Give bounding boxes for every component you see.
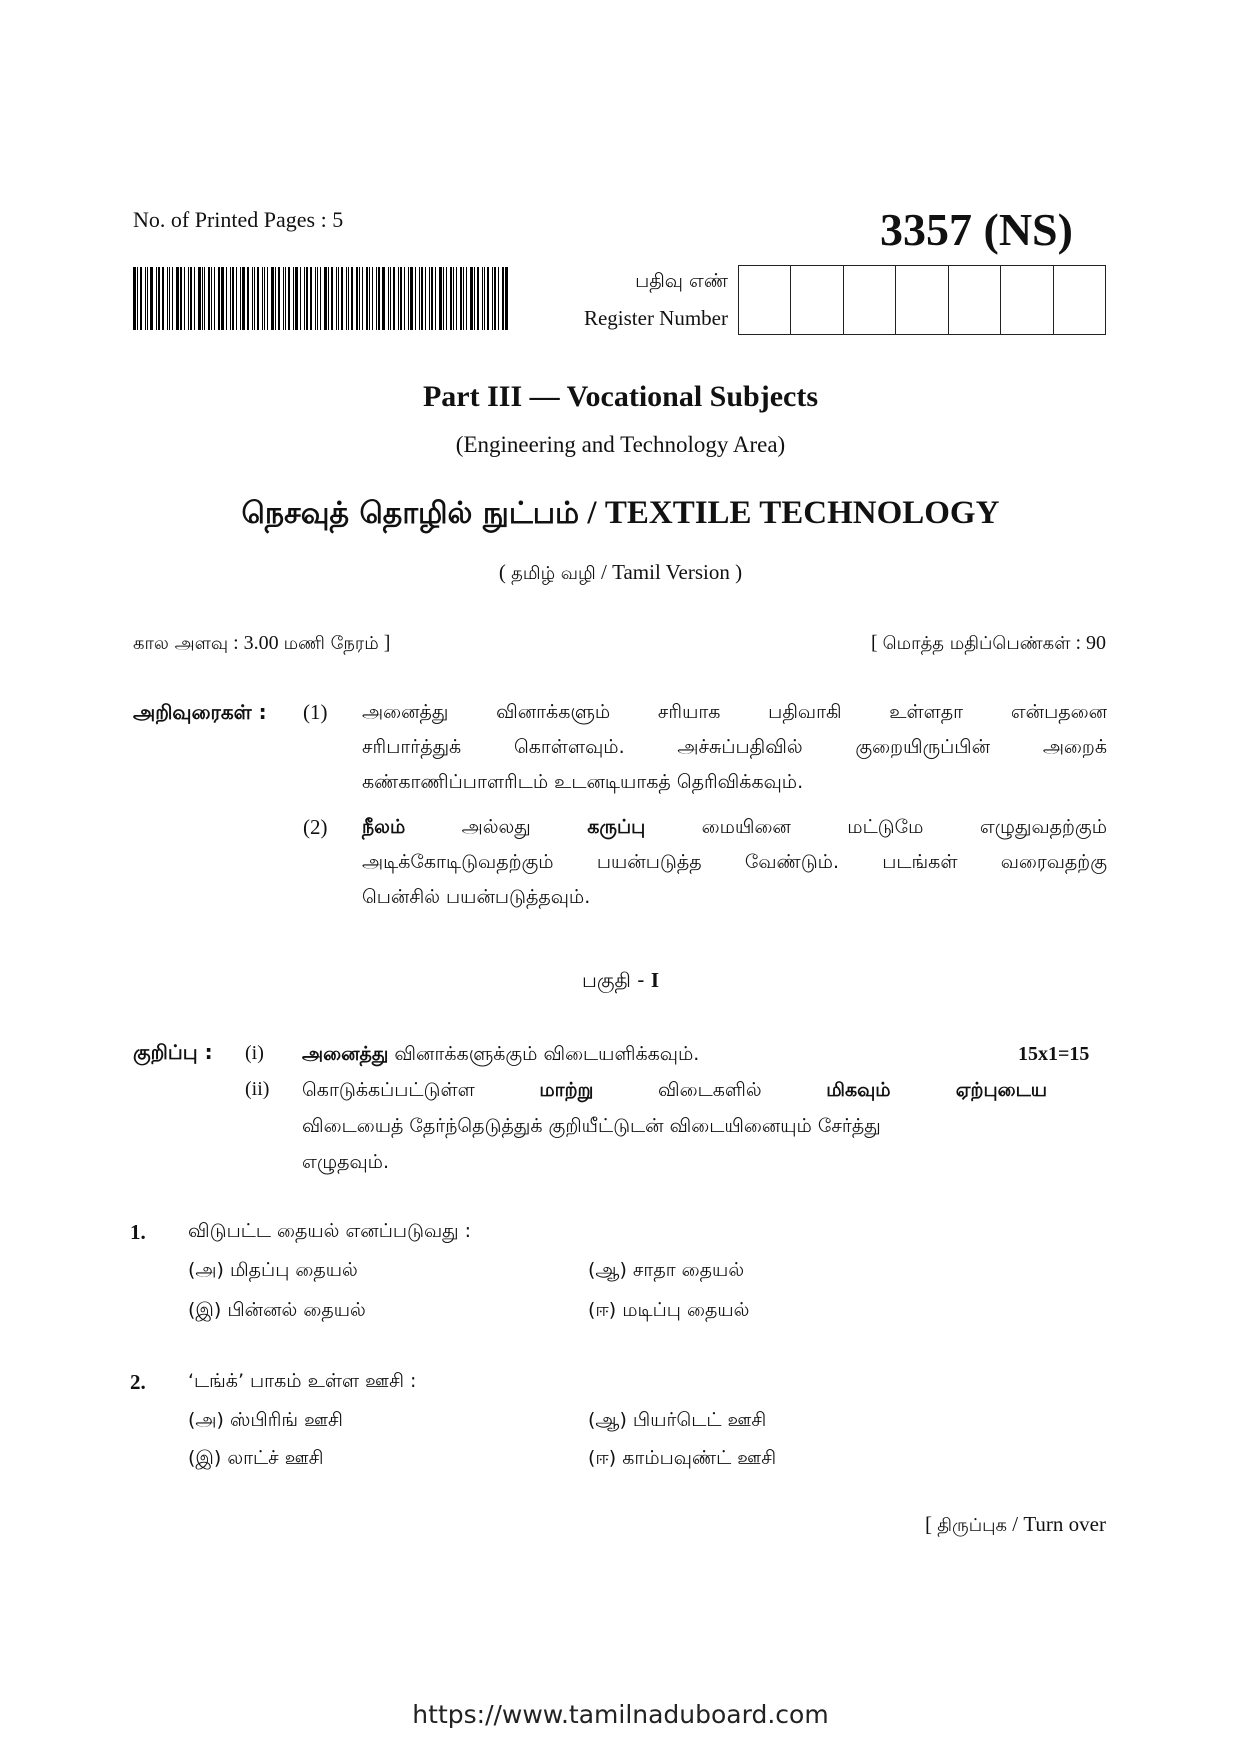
barcode-bar bbox=[505, 267, 508, 330]
turn-over-tamil: திருப்புக bbox=[937, 1515, 1007, 1536]
barcode-bar bbox=[372, 267, 373, 330]
instruction-line bbox=[362, 810, 1107, 845]
barcode-bar bbox=[398, 267, 399, 330]
section-title bbox=[0, 968, 1241, 995]
exam-duration bbox=[133, 632, 390, 656]
barcode-bar bbox=[450, 267, 452, 330]
instruction-line: அடிக்கோடிடுவதற்கும் பயன்படுத்த வேண்டும். படங்கள் வரைவதற்கு bbox=[362, 851, 1107, 873]
barcode-bar bbox=[293, 267, 294, 330]
barcode-bar bbox=[278, 267, 280, 330]
note-number: (ii) bbox=[245, 1078, 270, 1100]
barcode-bar bbox=[295, 267, 298, 330]
barcode-bar bbox=[254, 267, 255, 330]
barcode-bar bbox=[204, 267, 205, 330]
marks-label: மொத்த மதிப்பெண்கள் bbox=[882, 633, 1071, 654]
barcode-bar bbox=[331, 267, 333, 330]
register-digit-box[interactable] bbox=[791, 266, 843, 334]
instruction-line: சரிபார்த்துக் கொள்ளவும். அச்சுப்பதிவில் குறையிருப்பின் அறைக் bbox=[362, 736, 1107, 758]
register-digit-box[interactable] bbox=[1001, 266, 1053, 334]
question-1-option-b: (ஆ) சாதா தையல் bbox=[588, 1259, 745, 1281]
subject-title-tamil: நெசவுத் தொழில் நுட்பம் bbox=[241, 496, 580, 531]
register-digit-box[interactable] bbox=[844, 266, 896, 334]
barcode-bar bbox=[162, 267, 164, 330]
instruction-text: அல்லது bbox=[405, 816, 588, 838]
barcode-bar bbox=[408, 267, 409, 330]
barcode-bar bbox=[230, 267, 231, 330]
instruction-line: பென்சில் பயன்படுத்தவும். bbox=[362, 886, 591, 908]
instruction-number: (1) bbox=[303, 700, 328, 724]
register-digit-box[interactable] bbox=[949, 266, 1001, 334]
question-number: 2. bbox=[130, 1370, 146, 1394]
barcode-bar bbox=[356, 267, 358, 330]
version-english: Tamil Version bbox=[612, 560, 730, 584]
barcode-bar bbox=[133, 267, 136, 330]
barcode-bar bbox=[240, 267, 241, 330]
barcode-bar bbox=[456, 267, 457, 330]
question-2-option-b: (ஆ) பியர்டெட் ஊசி bbox=[588, 1409, 767, 1431]
note-text: கொடுக்கப்பட்டுள்ள bbox=[302, 1079, 540, 1101]
barcode-bar bbox=[288, 267, 290, 330]
section-label: பகுதி - bbox=[581, 968, 651, 992]
barcode-bar bbox=[140, 267, 142, 330]
register-digit-box[interactable] bbox=[1054, 266, 1105, 334]
barcode-bar bbox=[482, 267, 483, 330]
register-label-tamil: பதிவு எண் bbox=[635, 270, 728, 292]
emphasis-blue: நீலம் bbox=[362, 816, 406, 838]
instruction-1 bbox=[362, 695, 1107, 800]
barcode-bar bbox=[460, 267, 462, 330]
section-marks: 15x1=15 bbox=[1018, 1043, 1090, 1065]
instruction-2 bbox=[362, 810, 1107, 915]
note-line: எழுதவும். bbox=[302, 1151, 390, 1173]
barcode-bar bbox=[494, 267, 497, 330]
instruction-number: (2) bbox=[303, 815, 328, 839]
barcode-bar bbox=[425, 267, 426, 330]
barcode-bar bbox=[390, 267, 391, 330]
register-digit-box[interactable] bbox=[739, 266, 791, 334]
barcode-bar bbox=[188, 267, 189, 330]
subject-title-english: TEXTILE TECHNOLOGY bbox=[604, 495, 1000, 531]
barcode-bar bbox=[502, 267, 504, 330]
footer-url[interactable]: https://www.tamilnaduboard.com bbox=[412, 1700, 829, 1729]
instruction-line: அனைத்து வினாக்களும் சரியாக பதிவாகி உள்ளதா என்பதனை bbox=[362, 701, 1107, 723]
barcode-bar bbox=[226, 267, 227, 330]
barcode-bar bbox=[194, 267, 195, 330]
barcode-bar bbox=[346, 267, 347, 330]
question-1-option-d: (ஈ) மடிப்பு தையல் bbox=[588, 1299, 750, 1321]
barcode-bar bbox=[310, 267, 312, 330]
barcode-bar bbox=[393, 267, 395, 330]
barcode-bar bbox=[156, 267, 157, 330]
barcode-bar bbox=[369, 267, 370, 330]
version-separator: / bbox=[595, 560, 613, 584]
barcode-bar bbox=[336, 267, 337, 330]
note-text: வினாக்களுக்கும் விடையளிக்கவும். bbox=[388, 1043, 700, 1065]
question-2-option-a: (அ) ஸ்பிரிங் ஊசி bbox=[188, 1409, 343, 1431]
barcode-bar bbox=[167, 267, 168, 330]
note-line bbox=[302, 1072, 1047, 1108]
barcode-bar bbox=[218, 267, 220, 330]
barcode-bar bbox=[351, 267, 354, 330]
version-tamil: தமிழ் வழி bbox=[511, 563, 596, 584]
barcode-bar bbox=[137, 267, 138, 330]
barcode-bar bbox=[498, 267, 499, 330]
register-number-boxes[interactable] bbox=[738, 265, 1106, 335]
barcode-bar bbox=[324, 267, 327, 330]
barcode-bar bbox=[267, 267, 268, 330]
duration-bracket: ] bbox=[378, 632, 391, 654]
barcode-bar bbox=[400, 267, 402, 330]
barcode-bar bbox=[150, 267, 153, 330]
barcode-bar bbox=[439, 267, 442, 330]
barcode-bar bbox=[202, 267, 203, 330]
subject-title bbox=[0, 495, 1241, 535]
register-label-english: Register Number bbox=[583, 306, 728, 330]
barcode-bar bbox=[435, 267, 436, 330]
register-digit-box[interactable] bbox=[896, 266, 948, 334]
question-1-option-c: (இ) பின்னல் தையல் bbox=[188, 1299, 366, 1321]
turn-over-separator: / bbox=[1007, 1512, 1024, 1536]
barcode-bar bbox=[306, 267, 308, 330]
barcode-bar bbox=[404, 267, 405, 330]
barcode-bar bbox=[443, 267, 444, 330]
barcode-bar bbox=[145, 267, 146, 330]
marks-value: : 90 bbox=[1070, 632, 1106, 654]
question-1-text: விடுபட்ட தையல் எனப்படுவது : bbox=[188, 1220, 472, 1242]
barcode-bar bbox=[362, 267, 363, 330]
barcode-bar bbox=[470, 267, 473, 330]
barcode-bar bbox=[211, 267, 212, 330]
version-open-paren: ( bbox=[498, 560, 512, 584]
barcode-bar bbox=[315, 267, 316, 330]
note-1 bbox=[302, 1036, 1054, 1072]
printed-pages-count: No. of Printed Pages : 5 bbox=[133, 207, 344, 232]
total-marks bbox=[871, 632, 1106, 656]
marks-bracket: [ bbox=[871, 632, 883, 654]
barcode-bar bbox=[283, 267, 284, 330]
barcode-bar bbox=[320, 267, 321, 330]
barcode-bar bbox=[158, 267, 160, 330]
question-number: 1. bbox=[130, 1220, 146, 1244]
barcode-bar bbox=[446, 267, 447, 330]
paper-code: 3357 (NS) bbox=[880, 204, 1073, 255]
barcode-bar bbox=[376, 267, 377, 330]
barcode-bar bbox=[275, 267, 276, 330]
turn-over-english: Turn over bbox=[1023, 1512, 1106, 1536]
barcode-bar bbox=[421, 267, 423, 330]
barcode-bar bbox=[419, 267, 420, 330]
instruction-text: மையினை மட்டுமே எழுதுவதற்கும் bbox=[645, 816, 1107, 838]
duration-unit: மணி நேரம் bbox=[283, 633, 379, 654]
section-number: I bbox=[650, 968, 660, 992]
barcode-bar bbox=[304, 267, 305, 330]
medium-version bbox=[0, 560, 1241, 586]
barcode-bar bbox=[264, 267, 265, 330]
note-text: விடைகளில் bbox=[593, 1079, 827, 1101]
barcode-bar bbox=[317, 267, 318, 330]
barcode-bar bbox=[236, 267, 237, 330]
note-number: (i) bbox=[245, 1042, 264, 1064]
barcode-bar bbox=[453, 267, 454, 330]
barcode bbox=[133, 267, 510, 330]
question-2-option-d: (ஈ) காம்பவுண்ட் ஊசி bbox=[588, 1447, 777, 1469]
barcode-bar bbox=[176, 267, 179, 330]
barcode-bar bbox=[410, 267, 413, 330]
barcode-bar bbox=[366, 267, 368, 330]
barcode-bar bbox=[378, 267, 380, 330]
barcode-bar bbox=[147, 267, 148, 330]
emphasis-black: கருப்பு bbox=[587, 816, 646, 838]
barcode-bar bbox=[221, 267, 224, 330]
barcode-bar bbox=[208, 267, 210, 330]
barcode-bar bbox=[300, 267, 301, 330]
barcode-bar bbox=[180, 267, 182, 330]
barcode-bar bbox=[487, 267, 489, 330]
barcode-bar bbox=[348, 267, 349, 330]
note-label: குறிப்பு : bbox=[133, 1040, 213, 1064]
turn-over-bracket: [ bbox=[925, 1512, 938, 1536]
barcode-bar bbox=[477, 267, 479, 330]
subject-area: (Engineering and Technology Area) bbox=[455, 432, 786, 457]
barcode-bar bbox=[382, 267, 385, 330]
question-2-text: ‘டங்க்’ பாகம் உள்ள ஊசி : bbox=[188, 1370, 417, 1392]
barcode-bar bbox=[474, 267, 475, 330]
barcode-bar bbox=[198, 267, 201, 330]
barcode-bar bbox=[257, 267, 259, 330]
barcode-bar bbox=[214, 267, 215, 330]
barcode-bar bbox=[359, 267, 360, 330]
duration-value: : 3.00 bbox=[228, 632, 284, 654]
barcode-bar bbox=[463, 267, 464, 330]
barcode-bar bbox=[262, 267, 263, 330]
barcode-bar bbox=[252, 267, 253, 330]
question-2-option-c: (இ) லாட்ச் ஊசி bbox=[188, 1447, 324, 1469]
note-emphasis: அனைத்து bbox=[302, 1043, 389, 1065]
note-emphasis: மாற்று bbox=[539, 1079, 594, 1101]
version-close-paren: ) bbox=[729, 560, 743, 584]
barcode-bar bbox=[169, 267, 170, 330]
barcode-bar bbox=[285, 267, 286, 330]
barcode-bar bbox=[484, 267, 485, 330]
barcode-bar bbox=[388, 267, 389, 330]
barcode-bar bbox=[492, 267, 493, 330]
instruction-line: கண்காணிப்பாளரிடம் உடனடியாகத் தெரிவிக்கவும். bbox=[362, 771, 804, 793]
barcode-bar bbox=[429, 267, 430, 330]
barcode-bar bbox=[247, 267, 249, 330]
barcode-bar bbox=[466, 267, 467, 330]
note-line: விடையைத் தேர்ந்தெடுத்துக் குறியீட்டுடன் விடையினையும் சேர்த்து bbox=[302, 1115, 881, 1137]
barcode-bar bbox=[328, 267, 329, 330]
barcode-bar bbox=[271, 267, 274, 330]
instructions-label: அறிவுரைகள் : bbox=[133, 700, 267, 724]
note-emphasis: மிகவும் ஏற்புடைய bbox=[826, 1079, 1047, 1101]
barcode-bar bbox=[338, 267, 339, 330]
note-2 bbox=[302, 1072, 1047, 1180]
barcode-bar bbox=[415, 267, 416, 330]
barcode-bar bbox=[341, 267, 343, 330]
question-1-option-a: (அ) மிதப்பு தையல் bbox=[188, 1259, 358, 1281]
barcode-bar bbox=[184, 267, 185, 330]
barcode-bar bbox=[242, 267, 245, 330]
subject-title-separator: / bbox=[579, 495, 605, 531]
part-title: Part III — Vocational Subjects bbox=[422, 380, 819, 413]
turn-over-note bbox=[925, 1512, 1106, 1538]
barcode-bar bbox=[190, 267, 192, 330]
barcode-bar bbox=[232, 267, 234, 330]
duration-label: கால அளவு bbox=[133, 633, 229, 654]
barcode-bar bbox=[431, 267, 433, 330]
barcode-bar bbox=[172, 267, 173, 330]
